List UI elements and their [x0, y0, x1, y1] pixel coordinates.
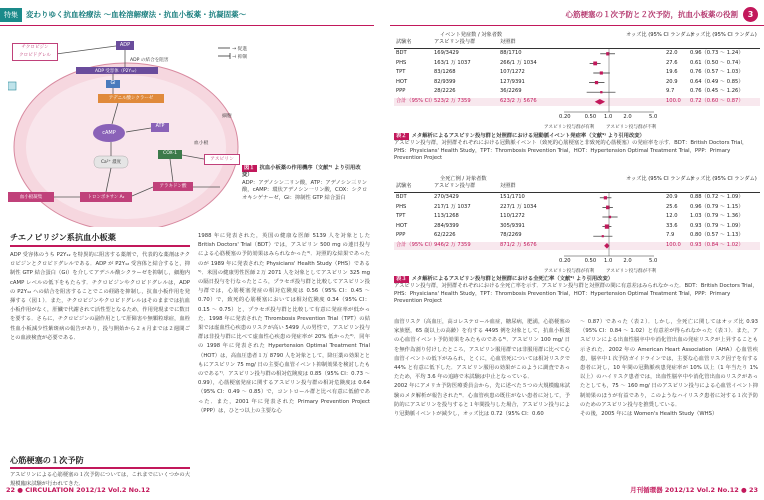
figure1-caption [242, 165, 370, 202]
header-rule-right [390, 25, 764, 26]
axis-tick-label: 1.0 [604, 258, 613, 264]
table2-caption-title: メタ解析によるアスピリン投与群と対照群における全死亡率（文献⁹⁾ より引用改変） [411, 276, 614, 282]
odds-ratio-value: 0.93（0.79 ～ 1.09） [690, 222, 744, 229]
point-estimate [600, 91, 602, 93]
axis-tick-label: 0.50 [584, 114, 597, 120]
table2-total-weight: 100.0 [666, 242, 681, 248]
aspirin-count: 62/2226 [434, 232, 456, 239]
header-rule-left [0, 25, 374, 26]
page-badge: 3 [743, 7, 758, 22]
table2-caption-number: 表３ [396, 276, 407, 282]
weight-value: 9.7 [666, 88, 675, 95]
table1-caption-note: アスピリン投与群，対照群それぞれにおける冠動脈イベント（致死的心筋梗塞と非致死的心筋梗塞）の発症率を示す．BDT：British Doctors Trial，PHS：Physicians' Health Study，TPT：Thrombosis Prevention Trial，HOT：Hypertension Optimal Treatment Trial，PPP：Primary Prevention Project [394, 140, 748, 162]
aspirin-count: 82/9399 [434, 78, 456, 85]
weight-value: 20.9 [666, 78, 678, 85]
table1-control-header: 対照群 [500, 39, 516, 45]
primary-prevention-section-title: 心筋梗塞の１次予防 [10, 455, 84, 465]
control-count: 78/2269 [500, 232, 522, 239]
pooled-estimate-diamond [595, 99, 605, 105]
aspirin-count: 217/1 万 1037 [434, 203, 471, 210]
control-count: 227/1 万 1034 [500, 203, 537, 210]
table2-study-header: 試験名 [396, 183, 412, 189]
table1-or-header-right: オッズ比 (95% CI ランダム) [690, 32, 757, 38]
right-column-a: 血管リスク（高血圧，高コレステロール血症，糖尿病，肥満，心筋梗塞の家族歴，65 歳以上の高齢）を有する 4495 例を対象として，抗血小板薬の心血管イベント予防効果をみたものである⁸⁾．アスピリン 100 mg/ 日を無作為割り付けしたところ，アスピリン服用群では非服用群に比べて心血管イベントの低下がみられ，とくに，心血管死については相対リスクで 44% と有意に低下した．アスピリン服用の効果がこのように調査であったため，平均 3.6 年の追跡で本試験は中止となっている． 2002 年にアメリカ予防医療委員会から，先に述べた５つの大規模臨床試験のメタ解析が報告された⁹⁾．心血管疾患の既往がない患者に対して，予防的にアスピリンを投与すると１年間投与した場合，アスピリン投与により冠動脈イベントが減少し，オッズ比は 0.72（95% CI：0.60 [394, 319, 570, 418]
weight-value: 25.6 [666, 203, 678, 210]
table2-total-or: 0.93（0.84 ～ 1.02） [690, 242, 744, 248]
odds-ratio-value: 0.96（0.73 ～ 1.24） [690, 50, 744, 56]
odds-ratio-value: 0.64（0.49 ～ 0.85） [690, 78, 744, 85]
figure1-caption-title: 抗血小板薬の作用機序（文献³⁾ より引用改変） [242, 165, 361, 179]
table2-caption [394, 276, 760, 306]
adenylate-cyclase-label: アデニル酸シクラーゼ [108, 96, 154, 101]
all-cause-mortality-table [394, 176, 760, 266]
table1-total-weight: 100.0 [666, 98, 681, 104]
membrane-label: 細胞 [222, 114, 232, 119]
study-name: PPP [396, 88, 406, 95]
table2-control-header: 対照群 [500, 183, 516, 189]
study-name: TPT [396, 69, 406, 76]
odds-ratio-value: 0.96（0.79 ～ 1.15） [690, 203, 744, 210]
odds-ratio-value: 0.88（0.72 ～ 1.09） [690, 194, 744, 200]
aspirin-count: 28/2226 [434, 88, 456, 95]
table2-aspirin-header: アスピリン投与群 [434, 183, 476, 189]
footer-left: 22 ● CIRCULATION 2012/12 Vol.2 No.12 [6, 486, 151, 494]
table1-total-control: 623/2 万 5676 [500, 98, 537, 104]
table2-total-aspirin: 946/2 万 7359 [434, 242, 471, 248]
aspirin-count: 163/1 万 1037 [434, 59, 471, 66]
weight-value: 33.6 [666, 222, 678, 229]
right-column-b: ～ 0.87）であった（表２）．しかし，全死亡に関してはオッズ比 0.93（95% CI：0.84 ～ 1.02）と有意差が得られなかった（表３）．また，アスピリンによる出血性脳卒中や消化管出血の発症リスクが上昇することも示された．2002 年の American Heart Association（AHA）心血管疾患，脳卒中１次予防ガイドラインでは，主要な心血管リスク因子を有する患者に対し，10 年間の冠動脈疾患発症率が 10% 以上（1 年当たり 1% 以上）のハイリスク患者では，出血性脳卒中や消化管出血のリスクがあったとしても，75 ～ 160 mg/ 日のアスピリン投与による心血管イベント抑制効果のほうが有益であり，このようなハイリスク患者に対する１次予防のためのアスピリン投与を推奨している． その後，2005 年には Women's Health Study（WHS） [580, 319, 758, 418]
study-name: PPP [396, 232, 406, 239]
adp-bind-label: ADP の結合を阻害 [130, 58, 169, 63]
study-name: BDT [396, 50, 407, 56]
odds-ratio-value: 0.76（0.57 ～ 1.03） [690, 69, 744, 76]
table1-forest-plot [394, 32, 760, 122]
table1-axis-left: アスピリン投与群が有利 [544, 125, 595, 130]
table1-aspirin-header: アスピリン投与群 [434, 39, 476, 45]
platelet-label: 血小板 [194, 141, 209, 146]
aspirin-count: 270/3429 [434, 194, 459, 200]
table2-or-header-left: オッズ比 (95% CI ランダム) [626, 176, 693, 182]
table1-study-header: 試験名 [396, 39, 412, 45]
axis-tick-label: 5.0 [649, 114, 658, 120]
odds-ratio-value: 0.76（0.45 ～ 1.26） [690, 88, 744, 95]
section2-title-rule [10, 467, 190, 469]
axis-tick-label: 0.50 [584, 258, 597, 264]
table1-caption-number: 表２ [396, 133, 407, 139]
table1-axis-right: アスピリン投与群が不利 [606, 125, 657, 130]
legend-inhibit: ⊣ 抑制 [232, 55, 248, 60]
right-running-title: 心筋梗塞の１次予防と２次予防，抗血小板薬の役割 [565, 10, 738, 19]
control-count: 127/9391 [500, 78, 525, 85]
table1-total-name: 合計（95% CI） [396, 98, 436, 104]
study-name: BDT [396, 194, 407, 200]
gi-label: Gi [110, 81, 116, 86]
axis-tick-label: 0.20 [559, 258, 571, 264]
primary-prevention-paragraph: アスピリンによる心筋梗塞の１次予防については，これまでにいくつかの大規模臨床試験が行われてきた． [10, 472, 190, 488]
p2y12-label: ADP 受容体（P2Y₁₂） [94, 69, 140, 74]
table1-or-header-left: オッズ比 (95% CI ランダム) [626, 32, 693, 38]
adp-label: ADP [119, 42, 131, 48]
aspirin-box: アスピリン [204, 154, 240, 165]
weight-value: 27.6 [666, 59, 678, 66]
point-estimate [595, 81, 598, 84]
aspirin-count: 169/3429 [434, 50, 459, 56]
odds-ratio-value: 1.03（0.79 ～ 1.36） [690, 213, 744, 220]
weight-value: 7.9 [666, 232, 675, 239]
study-name: HOT [396, 78, 408, 85]
figure1-caption-note: ADP：アデノシン二リン酸，ATP：アデノシン三リン酸，cAMP：環状アデノシン一リン酸，COX：シクロオキシゲナーゼ，Gi：抑制性 GTP 結合蛋白 [242, 179, 368, 201]
point-estimate [604, 196, 607, 199]
control-count: 305/9391 [500, 222, 525, 229]
camp-label: cAMP [102, 130, 116, 136]
weight-value: 22.0 [666, 50, 678, 56]
control-count: 36/2269 [500, 88, 522, 95]
footer-right: 月刊循環器 2012/12 Vol.2 No.12 ● 23 [630, 486, 758, 494]
axis-tick-label: 0.20 [559, 114, 571, 120]
weight-value: 20.9 [666, 194, 678, 200]
point-estimate [602, 235, 604, 237]
table2-axis-left: アスピリン投与群が有利 [544, 269, 595, 274]
control-count: 266/1 万 1034 [500, 59, 537, 66]
table2-total-control: 871/2 万 5676 [500, 242, 537, 248]
odds-ratio-value: 0.80（0.57 ～ 1.13） [690, 232, 744, 239]
study-name: PHS [396, 203, 407, 210]
table1-caption [394, 133, 760, 163]
table2-axis-right: アスピリン投与群が不利 [606, 269, 657, 274]
axis-tick-label: 5.0 [649, 258, 658, 264]
study-name: PHS [396, 59, 407, 66]
arachidonic-acid-label: アラキドン酸 [159, 184, 187, 189]
legend-promote: → 促進 [232, 47, 248, 52]
axis-tick-label: 2.0 [623, 258, 632, 264]
table1-caption-title: メタ解析によるアスピリン投与群と対照群における冠動脈イベント発症率（文献⁹⁾ より引用改変） [411, 133, 645, 139]
left-running-title: 変わりゆく抗血栓療法 ～血栓溶解療法・抗血小板薬・抗凝固薬～ [26, 10, 247, 19]
point-estimate [605, 224, 609, 228]
pooled-estimate-diamond [604, 243, 609, 249]
control-count: 151/1710 [500, 194, 525, 200]
axis-tick-label: 2.0 [623, 114, 632, 120]
thienopyridine-paragraph: ADP 受容体のうち P2Y₁₂ を特異的に阻害する薬剤で，代表的な薬剤はチクロピジンとクロピドグレルである．ADP が P2Y₁₂ 受容体と結合すると，抑制性 GTP 結合蛋白（Gi）を介してアデニル酸シクラーゼを抑制し，細胞内 cAMP レベルの低下をもたらす．チクロピジンやクロピドグレルは，ADP の P2Y₁₂ への結合を阻害することでこの経路を抑制し，抗血小板作用を発揮する（図１）．また，チクロピジンやクロピドグレルはそのままでは抗血小板作用がなく，肝臓で代謝されて活性型となるため，作用発現までに数日を要する．さらに，チクロピジンの副作用として肝障害や無顆粒球症，血栓性血小板減少性紫斑病の報告があり，投与開始から２ヵ月までは２週間ごとの血液検査が必要である． [10, 252, 190, 341]
thienopyridine-box: チクロピジン クロピドグレル [12, 43, 58, 61]
aspirin-count: 284/9399 [434, 222, 459, 229]
table1-total-aspirin: 523/2 万 7359 [434, 98, 471, 104]
mechanism-figure [8, 32, 370, 227]
study-name: TPT [396, 213, 406, 220]
calcium-label: Ca²⁺ 濃度 [100, 160, 121, 165]
atp-label: ATP [155, 124, 165, 129]
table2-forest-plot [394, 176, 760, 266]
figure1-caption-number: 図１ [244, 165, 255, 171]
control-count: 88/1710 [500, 50, 522, 56]
point-estimate [600, 71, 603, 74]
aspirin-count: 83/1268 [434, 69, 456, 76]
thromboxane-label: トロンボキサン A₂ [87, 195, 125, 200]
control-count: 110/1272 [500, 213, 525, 220]
table2-or-header-right: オッズ比 (95% CI ランダム) [690, 176, 757, 182]
table1-group-header: イベント発症数 / 対象者数 [440, 32, 503, 38]
control-count: 107/1272 [500, 69, 525, 76]
axis-tick-label: 1.0 [604, 114, 613, 120]
thienopyridine-section-title: チエノピリジン系抗血小板薬 [10, 232, 116, 242]
aspirin-count: 113/1268 [434, 213, 459, 220]
special-feature-tag: 特集 [0, 8, 22, 22]
weight-value: 12.0 [666, 213, 678, 220]
odds-ratio-value: 0.61（0.50 ～ 0.74） [690, 59, 744, 66]
weight-value: 19.6 [666, 69, 678, 76]
study-name: HOT [396, 222, 408, 229]
cox1-label: COX-1 [162, 151, 178, 156]
table1-total-or: 0.72（0.60 ～ 0.87） [690, 98, 744, 104]
section1-title-rule [10, 245, 190, 247]
table2-total-name: 合計（95% CI） [396, 242, 436, 248]
point-estimate [593, 62, 597, 66]
middle-column-paragraph: 1988 年に発表された，英国の健康な医師 5139 人を対象とした British Doctors' Trial（BDT）では，アスピリン 500 mg の連日投与による心筋梗塞の予防効果はみられなかった⁴⁾．対照的な結果であったのが 1989 年に発表された Physicians' Health Study（PHS）である⁵⁾．米国の健康男性医師２万 2071 人を対象としてアスピリン 325 mg の隔日投与を行なったところ，プラセボ投与群と比較してアスピリン投与群では，心筋梗塞発症の相対危険度は 0.56（95% CI：0.45 ～ 0.70）で，致死的心筋梗塞においては相対危険度 0.34（95% CI：0.15 ～ 0.75）と，プラセボ投与群と比較して有意に発症率が低かった．1998 年に発表された Thrombosis Prevention Trial（TPT）の結果では虚血性心疾患のリスクが高い 5499 人の男性で，アスピリン投与群は非投与群に比べて虚血性心疾患の発症率が 20% 低かった⁶⁾．同年の 1998 年に発表された Hypertension Optimal Treatment Trial（HOT）は，高血圧患者１万 8790 人を対象として，降圧薬の効果とともにアスピリン 75 mg/ 日の主要心血管イベント抑制効果を検討したものである⁷⁾．アスピリン投与群の相対危険度は 0.85（95% CI：0.73 ～ 0.99），心筋梗塞発症に関するアスピリン投与群の相対危険度は 0.64（95% CI：0.49 ～ 0.85）で，コントロール群と比べ有意に低値であった．また，2001 年に発表された Primary Prevention Project（PPP）は，ひとつ以上の主要な心 [198, 233, 370, 414]
table2-caption-note: アスピリン投与群，対照群それぞれにおける全死亡率を示す．アスピリン投与群と対照群の間に有意差はみられなかった．BDT：British Doctors Trial，PHS：Physicians' Health Study，TPT：Thrombosis Prevention Trial，HOT：Hypertension Optimal Treatment Trial，PPP：Primary Prevention Project [394, 283, 758, 305]
aggregation-label: 血小板凝集 [19, 195, 43, 200]
coronary-events-table [394, 32, 760, 122]
table2-group-header: 全死亡例 / 対象者数 [440, 176, 487, 182]
